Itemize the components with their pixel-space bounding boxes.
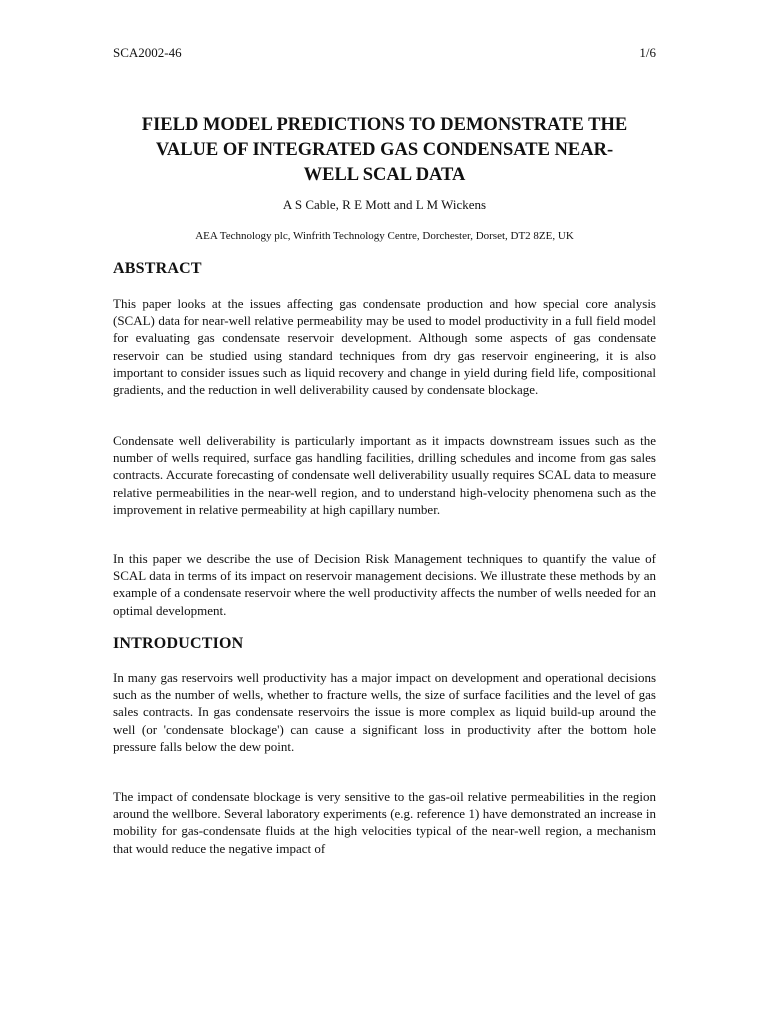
page-number: 1/6 — [639, 45, 656, 60]
introduction-paragraph-2: The impact of condensate blockage is very sensitive to the gas-oil relative permeabilities in the region around the wellbore. Several laboratory experiments (e.g. reference 1) have demonstrated an increase in mobility for gas-condensate fluids at the high velocities typical of the near-well region, a mechanism that would reduce the negative impact of — [113, 789, 656, 856]
page-header — [113, 45, 656, 61]
paper-title — [113, 113, 656, 188]
abstract-paragraph-3: In this paper we describe the use of Decision Risk Management techniques to quantify the value of SCAL data in terms of its impact on reservoir management decisions. We illustrate these methods by an example of a condensate reservoir where the well productivity affects the number of wells needed for an optimal development. — [113, 551, 656, 618]
introduction-paragraph-1: In many gas reservoirs well productivity has a major impact on development and operational decisions such as the number of wells, whether to fracture wells, the size of surface facilities and the level of gas sales contracts. In gas condensate reservoirs the issue is more complex as liquid build-up around the well (or 'condensate blockage') can cause a significant loss in productivity after the bottom hole pressure falls below the dew point. — [113, 670, 656, 754]
authors: A S Cable, R E Mott and L M Wickens — [282, 197, 487, 212]
introduction-heading: INTRODUCTION — [113, 635, 244, 652]
title-line: WELL SCAL DATA — [303, 165, 466, 185]
abstract-paragraph-1: This paper looks at the issues affecting gas condensate production and how special core analysis (SCAL) data for near-well relative permeability may be used to model productivity in a full field model for evaluating gas condensate reservoir development. Although some aspects of gas condensate reservoir can be studied using standard techniques from dry gas reservoir engineering, it is also important to consider issues such as liquid recovery and change in yield during field life, compositional gradients, and the reduction in well deliverability caused by condensate blockage. — [113, 296, 656, 398]
paper-id: SCA2002-46 — [113, 45, 182, 60]
affiliation: AEA Technology plc, Winfrith Technology Centre, Dorchester, Dorset, DT2 8ZE, UK — [195, 230, 574, 242]
abstract-paragraph-2: Condensate well deliverability is particularly important as it impacts downstream issues such as the number of wells required, surface gas handling facilities, drilling schedules and income from gas sales contracts. Accurate forecasting of condensate well deliverability usually requires SCAL data to measure relative permeabilities in the near-well region, and to understand high-velocity phenomena such as the improvement in relative permeability at high capillary number. — [113, 433, 656, 517]
title-line: FIELD MODEL PREDICTIONS TO DEMONSTRATE THE — [141, 115, 628, 135]
abstract-heading: ABSTRACT — [113, 260, 202, 277]
title-line: VALUE OF INTEGRATED GAS CONDENSATE NEAR- — [155, 140, 614, 160]
